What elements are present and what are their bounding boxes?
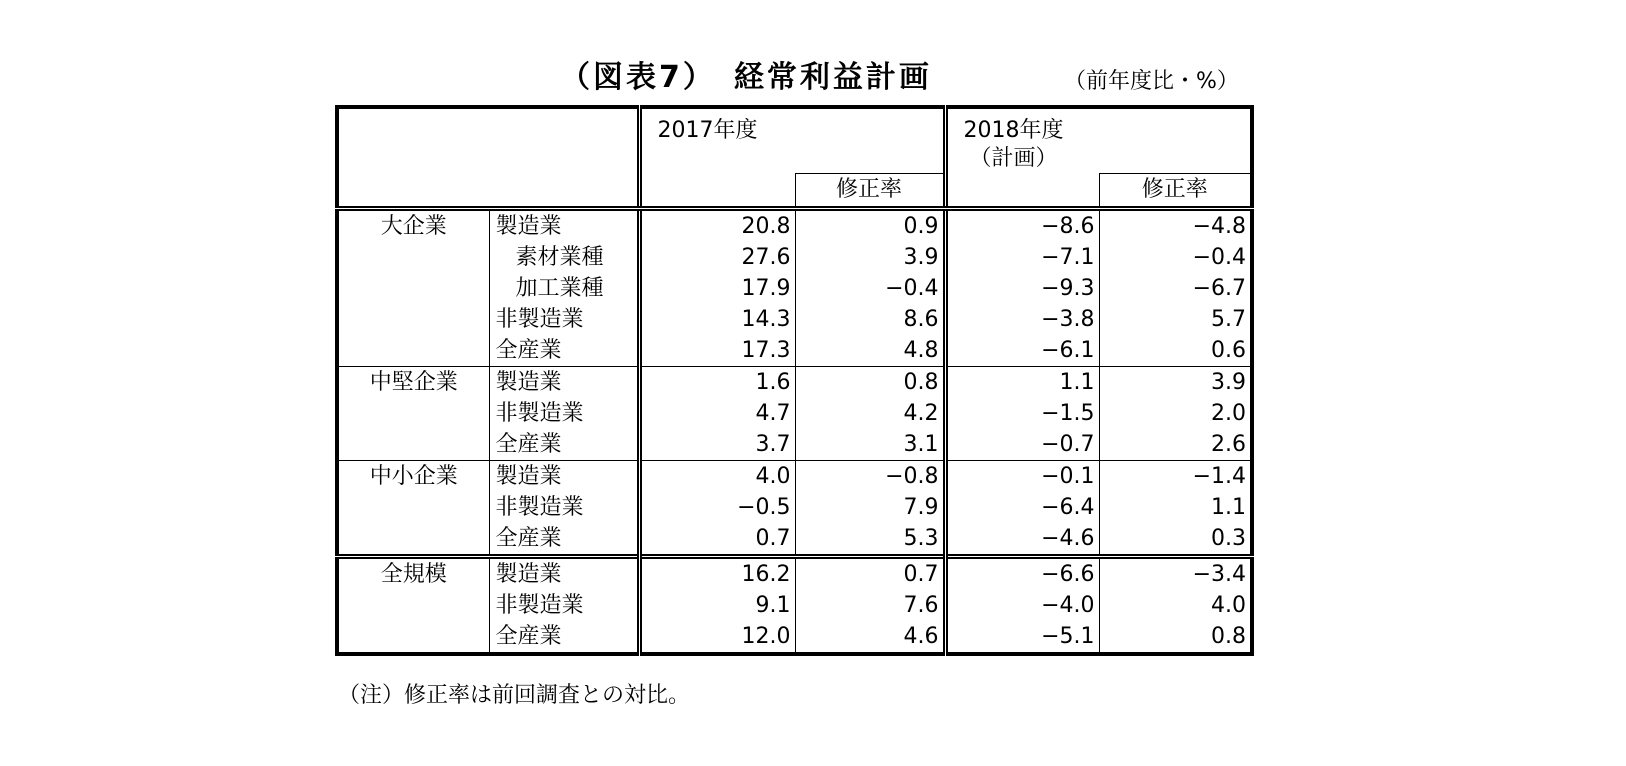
- value-2017: −0.5: [639, 492, 795, 523]
- table-row: [337, 367, 1252, 399]
- industry-label: 全産業: [489, 429, 639, 461]
- value-2017: 1.6: [639, 367, 795, 399]
- value-2018: −4.6: [945, 523, 1099, 557]
- rate-2018: −6.7: [1099, 273, 1252, 304]
- rate-2017: 3.1: [795, 429, 945, 461]
- value-2018: −6.1: [945, 335, 1099, 367]
- profit-plan-table: [335, 105, 1254, 656]
- rate-2017: 5.3: [795, 523, 945, 557]
- header-2017-spacer: [639, 174, 795, 209]
- industry-label: 素材業種: [489, 242, 639, 273]
- unit-label: （前年度比・%）: [1064, 69, 1239, 94]
- value-2017: 17.9: [639, 273, 795, 304]
- value-2017: 12.0: [639, 621, 795, 654]
- rate-2018: 5.7: [1099, 304, 1252, 335]
- rate-2017: 0.9: [795, 209, 945, 243]
- value-2018: −9.3: [945, 273, 1099, 304]
- rate-2018: 0.3: [1099, 523, 1252, 557]
- table-row: [337, 557, 1252, 591]
- value-2018: −0.1: [945, 461, 1099, 493]
- rate-2018: −1.4: [1099, 461, 1252, 493]
- value-2018: 1.1: [945, 367, 1099, 399]
- rate-2017: 0.8: [795, 367, 945, 399]
- value-2017: 4.7: [639, 398, 795, 429]
- header-2018-plan-label: （計画）: [969, 146, 1058, 171]
- rate-2018: 0.8: [1099, 621, 1252, 654]
- industry-label: 全産業: [489, 621, 639, 654]
- rate-2018: 4.0: [1099, 590, 1252, 621]
- rate-2017: 4.2: [795, 398, 945, 429]
- value-2018: −1.5: [945, 398, 1099, 429]
- value-2018: −6.6: [945, 557, 1099, 591]
- rate-2017: 3.9: [795, 242, 945, 273]
- industry-label: 製造業: [489, 461, 639, 493]
- chart-title: （図表7） 経常利益計画: [560, 60, 932, 95]
- industry-label: 非製造業: [489, 304, 639, 335]
- value-2018: −5.1: [945, 621, 1099, 654]
- value-2017: 27.6: [639, 242, 795, 273]
- value-2017: 9.1: [639, 590, 795, 621]
- rate-2017: −0.8: [795, 461, 945, 493]
- rate-2018: 0.6: [1099, 335, 1252, 367]
- footnote: （注）修正率は前回調査との対比。: [338, 683, 691, 708]
- value-2018: −7.1: [945, 242, 1099, 273]
- header-2017-label: 2017年度: [657, 118, 758, 143]
- industry-label: 製造業: [489, 367, 639, 399]
- value-2018: −6.4: [945, 492, 1099, 523]
- value-2017: 0.7: [639, 523, 795, 557]
- rate-2018: −3.4: [1099, 557, 1252, 591]
- value-2018: −3.8: [945, 304, 1099, 335]
- header-blank-cell: [337, 107, 639, 209]
- industry-label: 非製造業: [489, 492, 639, 523]
- header-2017-rate: 修正率: [795, 174, 945, 209]
- industry-label: 非製造業: [489, 398, 639, 429]
- rate-2017: 8.6: [795, 304, 945, 335]
- group-label: 全規模: [337, 557, 489, 655]
- industry-label: 加工業種: [489, 273, 639, 304]
- value-2017: 3.7: [639, 429, 795, 461]
- value-2017: 14.3: [639, 304, 795, 335]
- value-2017: 17.3: [639, 335, 795, 367]
- rate-2018: 2.6: [1099, 429, 1252, 461]
- header-2018: [945, 107, 1252, 174]
- rate-2018: 1.1: [1099, 492, 1252, 523]
- table-row: [337, 461, 1252, 493]
- industry-label: 製造業: [489, 209, 639, 243]
- rate-2017: 4.8: [795, 335, 945, 367]
- table-row: [337, 209, 1252, 243]
- value-2018: −4.0: [945, 590, 1099, 621]
- header-2018-label: 2018年度: [963, 118, 1064, 143]
- rate-2018: −0.4: [1099, 242, 1252, 273]
- industry-label: 全産業: [489, 335, 639, 367]
- value-2017: 4.0: [639, 461, 795, 493]
- value-2018: −8.6: [945, 209, 1099, 243]
- rate-2017: −0.4: [795, 273, 945, 304]
- rate-2017: 7.6: [795, 590, 945, 621]
- rate-2018: −4.8: [1099, 209, 1252, 243]
- group-label: 中堅企業: [337, 367, 489, 461]
- rate-2018: 3.9: [1099, 367, 1252, 399]
- rate-2017: 7.9: [795, 492, 945, 523]
- industry-label: 製造業: [489, 557, 639, 591]
- group-label: 中小企業: [337, 461, 489, 557]
- industry-label: 全産業: [489, 523, 639, 557]
- header-2018-rate: 修正率: [1099, 174, 1252, 209]
- header-2018-spacer: [945, 174, 1099, 209]
- value-2018: −0.7: [945, 429, 1099, 461]
- value-2017: 16.2: [639, 557, 795, 591]
- group-label: 大企業: [380, 214, 447, 239]
- value-2017: 20.8: [639, 209, 795, 243]
- rate-2018: 2.0: [1099, 398, 1252, 429]
- industry-label: 非製造業: [489, 590, 639, 621]
- header-2017: [639, 107, 945, 174]
- rate-2017: 0.7: [795, 557, 945, 591]
- rate-2017: 4.6: [795, 621, 945, 654]
